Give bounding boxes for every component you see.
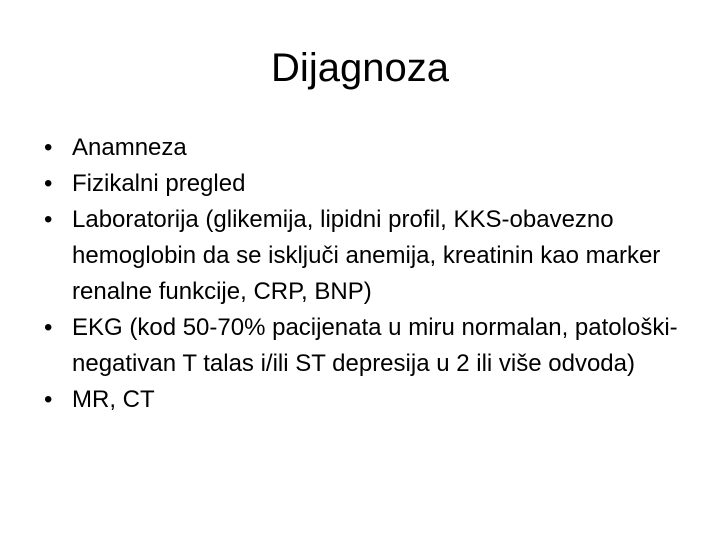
bullet-text: MR, CT (72, 386, 155, 413)
bullet-text: Anamneza (72, 134, 187, 161)
bullet-item-ekg (44, 310, 684, 382)
bullet-icon: • (44, 206, 53, 233)
bullet-text: EKG (kod 50-70% pacijenata u miru normalan, patološki-negativan T talas i/ili ST depresija u 2 ili više odvoda) (72, 314, 678, 377)
bullet-icon: • (44, 134, 53, 161)
bullet-icon: • (44, 386, 53, 413)
bullet-item-fizikalni-pregled (44, 166, 684, 202)
bullet-item-mr-ct (44, 382, 684, 418)
slide-title: Dijagnoza (271, 46, 449, 90)
bullet-item-anamneza (44, 130, 684, 166)
bullet-item-laboratorija (44, 202, 684, 310)
bullet-text: Fizikalni pregled (72, 170, 246, 197)
bullet-icon: • (44, 170, 53, 197)
bullet-icon: • (44, 314, 53, 341)
bullet-list (44, 130, 684, 418)
bullet-text: Laboratorija (glikemija, lipidni profil, KKS-obavezno hemoglobin da se isključi anemija, kreatinin kao marker renalne funkcije, CRP, BNP) (72, 206, 661, 305)
